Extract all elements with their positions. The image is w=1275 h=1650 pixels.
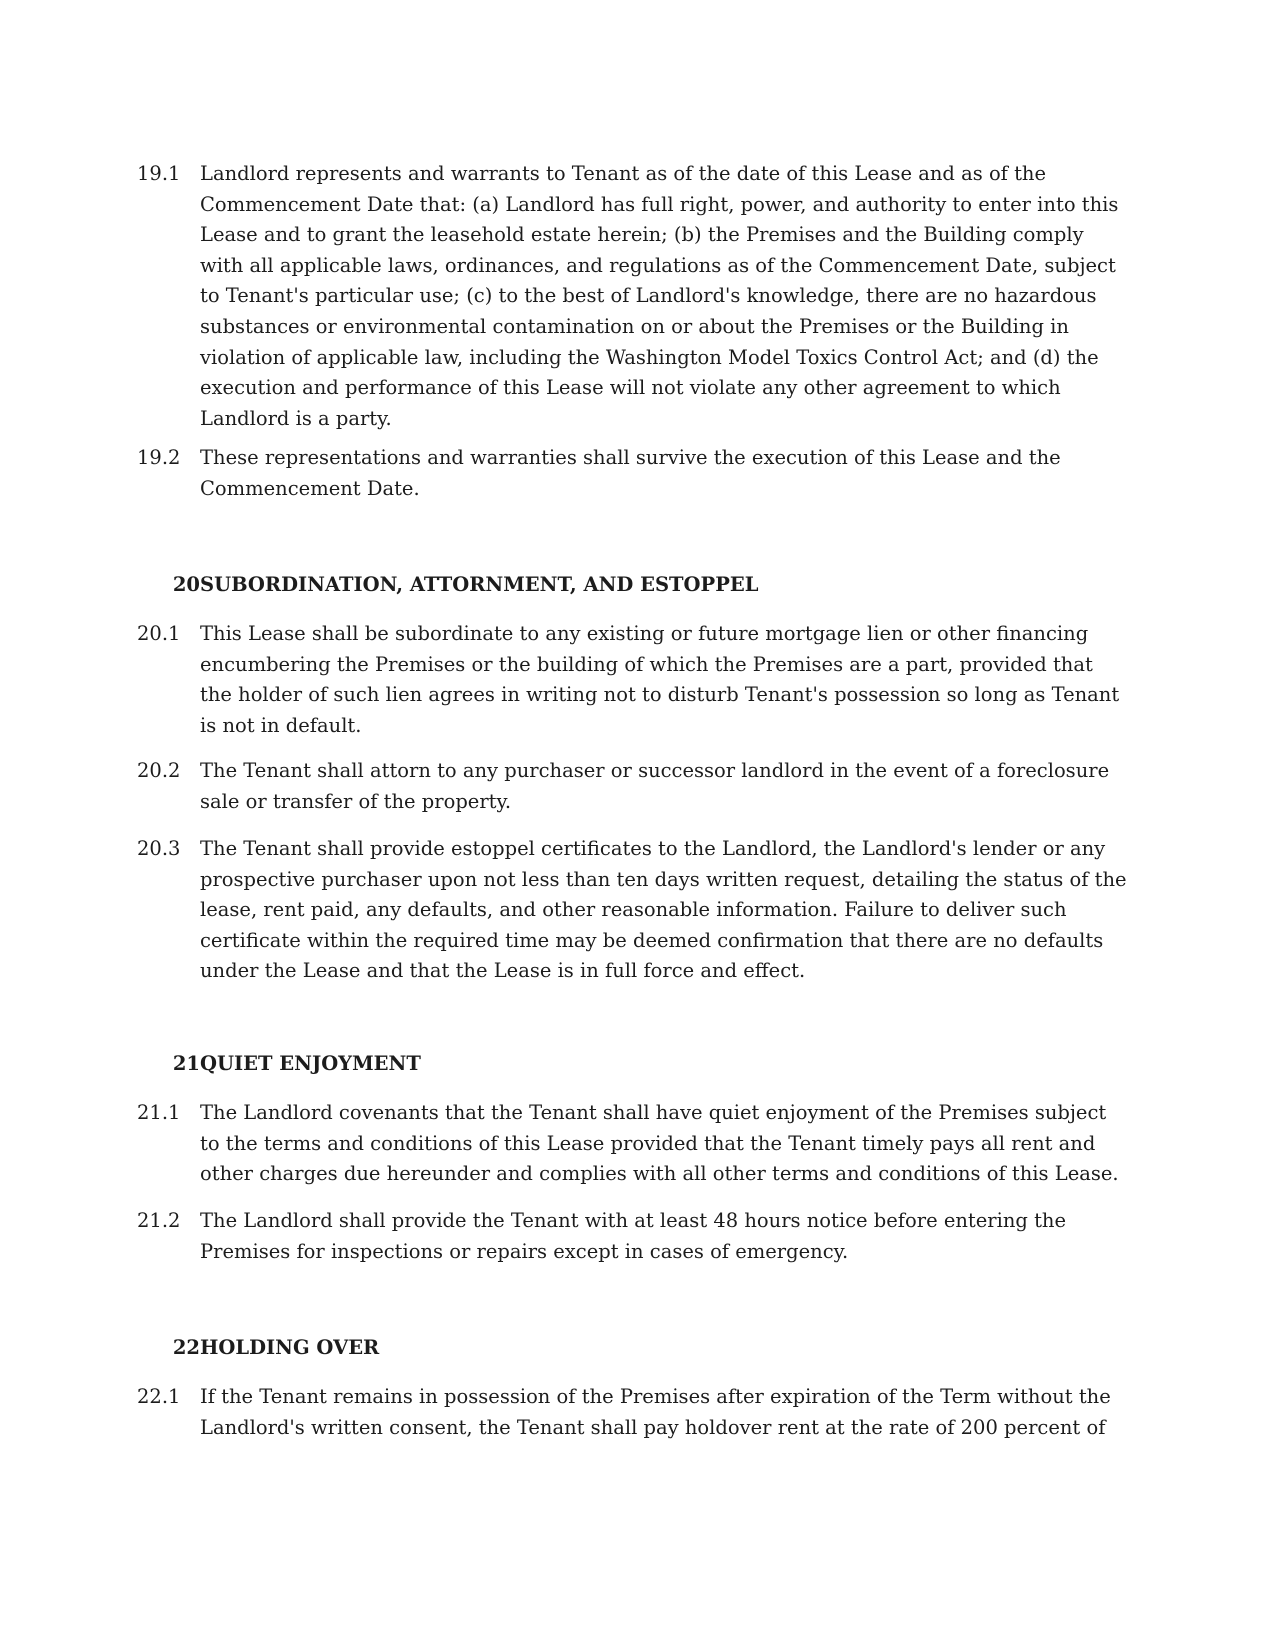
clause-number: 19.2 [137,446,181,469]
clause-22-1 [137,1382,1127,1443]
clause-21-1 [137,1098,1127,1190]
clause-20-3 [137,834,1127,987]
clause-number: 20.3 [137,837,181,860]
section-title: QUIET ENJOYMENT [200,1052,421,1075]
clause-text: The Landlord shall provide the Tenant with at least 48 hours notice before entering the Premises for inspections or repairs except in cases of emergency. [200,1209,1067,1263]
clause-19-1 [137,159,1127,434]
section-heading-21 [137,1049,1127,1080]
section-title: HOLDING OVER [200,1336,380,1359]
clause-text: Landlord represents and warrants to Tenant as of the date of this Lease and as of the Commencement Date that: (a) Landlord has full right, power, and authority to enter into this Lease and to grant the leasehold estate herein; (b) the Premises and the Building comply with all applicable laws, ordinances, and regulations as of the Commencement Date, subject to Tenant's particular use; (c) to the best of Landlord's knowledge, there are no hazardous substances or environmental contamination on or about the Premises or the Building in violation of applicable law, including the Washington Model Toxics Control Act; and (d) the execution and performance of this Lease will not violate any other agreement to which Landlord is a party. [200,162,1119,430]
section-number: 22 [172,1336,200,1359]
clause-20-2 [137,756,1127,817]
clause-number: 22.1 [137,1385,181,1408]
clause-text: If the Tenant remains in possession of the Premises after expiration of the Term without the Landlord's written consent, the Tenant shall pay holdover rent at the rate of 200 percent of [200,1385,1111,1439]
clause-number: 20.1 [137,622,181,645]
section-title: SUBORDINATION, ATTORNMENT, AND ESTOPPEL [200,573,759,596]
clause-text: This Lease shall be subordinate to any existing or future mortgage lien or other financing encumbering the Premises or the building of which the Premises are a part, provided that the holder of such lien agrees in writing not to disturb Tenant's possession so long as Tenant is not in default. [200,622,1120,737]
section-number: 21 [172,1052,200,1075]
clause-text: The Landlord covenants that the Tenant shall have quiet enjoyment of the Premises subject to the terms and conditions of this Lease provided that the Tenant timely pays all rent and other charges due hereunder and complies with all other terms and conditions of this Lease. [200,1101,1119,1186]
clause-21-2 [137,1206,1127,1267]
clause-20-1 [137,619,1127,741]
clause-number: 21.2 [137,1209,181,1232]
clause-number: 19.1 [137,162,181,185]
clause-19-2 [137,443,1127,504]
section-heading-20 [137,570,1127,601]
section-heading-22 [137,1333,1127,1364]
clause-number: 20.2 [137,759,181,782]
section-number: 20 [172,573,200,596]
clause-text: The Tenant shall provide estoppel certificates to the Landlord, the Landlord's lender or any prospective purchaser upon not less than ten days written request, detailing the status of the lease, rent paid, any defaults, and other reasonable information. Failure to deliver such certificate within the required time may be deemed confirmation that there are no defaults under the Lease and that the Lease is in full force and effect. [200,837,1127,983]
clause-number: 21.1 [137,1101,181,1124]
clause-text: These representations and warranties shall survive the execution of this Lease and the Commencement Date. [200,446,1061,500]
clause-text: The Tenant shall attorn to any purchaser or successor landlord in the event of a foreclosure sale or transfer of the property. [200,759,1110,813]
